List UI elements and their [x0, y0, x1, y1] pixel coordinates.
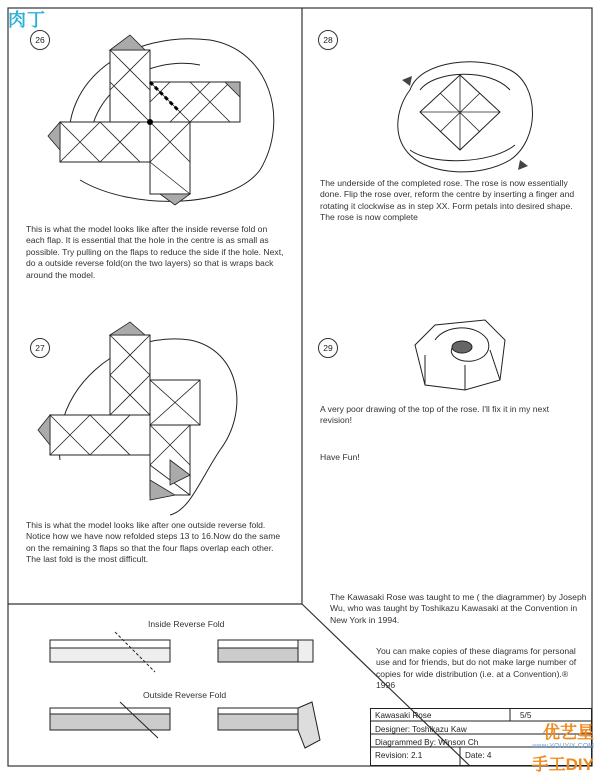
step-28-number: 28	[318, 30, 338, 50]
have-fun-text: Have Fun!	[320, 452, 360, 462]
step-29-text: A very poor drawing of the top of the rose. I'll fix it in my next revision!	[320, 404, 550, 426]
title-block-date: Date: 4	[465, 751, 492, 760]
step-29-number: 29	[318, 338, 338, 358]
watermark-bottom-right	[532, 718, 594, 775]
step-26-number: 26	[30, 30, 50, 50]
step-27-diagram	[20, 310, 320, 530]
watermark-url: www.YOUYIX.COM	[532, 743, 594, 750]
title-block-title: Kawasaki Rose	[375, 711, 432, 720]
title-block-revision: Revision: 2.1	[375, 751, 423, 760]
copyright-text: You can make copies of these diagrams for personal use and for friends, but do not make large number of copies for wide distribution (i.e. at a Convention).® 1996	[376, 646, 577, 691]
title-block-page: 5/5	[520, 711, 532, 720]
step-28-diagram	[380, 50, 560, 180]
watermark-top-left: 肉丁	[8, 10, 46, 30]
step-27-number: 27	[30, 338, 50, 358]
watermark-brand-cn: 优艺星	[543, 723, 594, 742]
step-28-text: The underside of the completed rose. The rose is now essentially done. Flip the rose over, reform the centre by inserting a finger and rotating it clockwise as in step XX. Form petals into desired shape. The rose is now complete	[320, 178, 575, 223]
step-27-text: This is what the model looks like after one outside reverse fold. Notice how we have now refolded steps 13 to 16.Now do the same on the remaining 3 flaps so that the four flaps overlap each other. The last fold is the most difficult.	[26, 520, 281, 565]
legend-outside-label: Outside Reverse Fold	[143, 690, 227, 700]
watermark-brand-diy: 手工DIY	[531, 755, 594, 774]
step-26-diagram	[20, 10, 320, 210]
legend-diagrams	[40, 630, 330, 780]
title-block-diagrammer: Diagrammed By: Winson Ch	[375, 738, 479, 747]
step-26-text: This is what the model looks like after the inside reverse fold on each flap. It is essential that the hole in the centre is as small as possible. Try pulling on the flaps to reduce the side if the hole. Next, do a outside reverse fold(on the two layers) so that is wraps back around the model.	[26, 224, 284, 280]
credits-text: The Kawasaki Rose was taught to me ( the diagrammer) by Joseph Wu, who was taught by Toshikazu Kawasaki at the Convention in New York in 1994.	[330, 592, 587, 625]
step-29-diagram	[405, 315, 525, 395]
title-block-designer: Designer: Toshikazu Kaw	[375, 725, 467, 734]
legend-inside-label: Inside Reverse Fold	[148, 619, 225, 629]
